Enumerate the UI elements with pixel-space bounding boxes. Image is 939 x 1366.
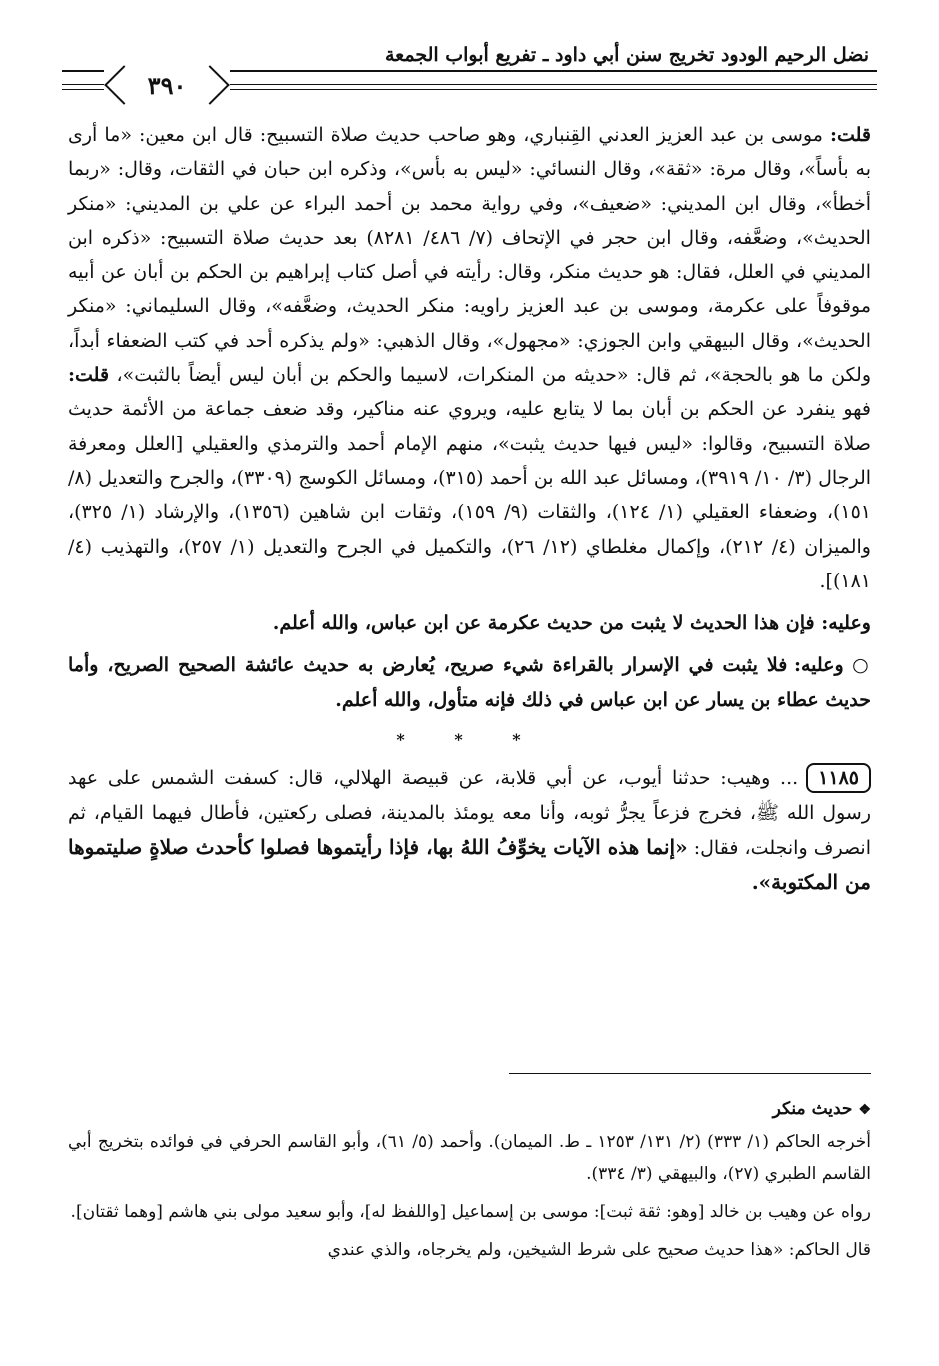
paragraph-conclusion-2 — [68, 648, 871, 717]
header-rule-right — [228, 84, 877, 85]
hadith-number: ١١٨٥ — [806, 763, 871, 793]
footnote-separator — [509, 1073, 871, 1074]
page-number: ٣٩٠ — [104, 66, 230, 104]
header-rule-left-2 — [62, 89, 106, 90]
paragraph-commentary — [68, 118, 871, 598]
conclusion-text: فإن هذا الحديث لا يثبت من حديث عكرمة عن ابن عباس، والله أعلم. — [272, 612, 822, 635]
conclusion-text-2a: فلا يثبت في الإسرار بالقراءة شيء صريح، يُعارض به حديث عائشة الصحيح الصريح، وأما حديث عطاء بن يسار عن ابن عباس في ذلك فإنه متأول، والله أعلم. — [68, 654, 871, 711]
running-title: نضل الرحيم الودود تخريج سنن أبي داود ـ تفريع أبواب الجمعة — [384, 44, 869, 66]
footnote-heading-text: حديث منكر — [772, 1099, 853, 1119]
commentary-text-1: موسى بن عبد العزيز العدني القِنباري، وهو صاحب حديث صلاة التسبيح: قال ابن معين: «ما أرى به بأساً»، وقال مرة: «ثقة»، وقال النسائي: «ليس به بأس»، وذكره ابن حبان في الثقات، وقال: «ربما أخطأ»، وقال ابن المديني: «ضعيف»، وفي رواية محمد بن أحمد البراء عن علي بن المديني: «منكر الحديث»، وضعَّفه، وقال ابن حجر في الإتحاف (٧/ ٤٨٦/ ٨٢٨١) بعد حديث صلاة التسبيح: «ذكره ابن المديني في العلل، فقال: هو حديث منكر، وقال: رأيته في أصل كتاب إبراهيم بن الحكم بن أبان عن أبيه موقوفاً على عكرمة، وموسى بن عبد العزيز راويه: منكر الحديث، وضعَّفه»، وقال السليماني: «منكر الحديث»، وقال البيهقي وابن الجوزي: «مجهول»، وقال الذهبي: «ولم يذكره أحد في كتب الضعفاء أبداً، ولكن ما هو بالحجة»، ثم قال: «حديثه من المنكرات، لاسيما والحكم بن أبان ليس أيضاً بالثبت»، — [68, 124, 871, 387]
label-qultu-2: قلت: — [68, 364, 110, 387]
section-divider-stars: * * * — [396, 730, 543, 750]
footnotes — [68, 1093, 871, 1266]
hadith-prophetic-words: «إنما هذه الآيات يخوِّفُ اللهُ بها، فإذا رأيتموها فصلوا كأحدث صلاةٍ صليتموها من المكتوبة». — [68, 834, 871, 895]
label-conclusion: وعليه: — [821, 612, 871, 635]
main-text — [68, 118, 871, 901]
footnote-takhrij: أخرجه الحاكم (١/ ٣٣٣) (٢/ ١٣١/ ١٢٥٣ ـ ط. الميمان). وأحمد (٥/ ٦١)، وأبو القاسم الحرفي في فوائده بتخريج أبي القاسم الطبري (٢٧)، والبيهقي (٣/ ٣٣٤). — [68, 1132, 872, 1184]
bullet-circle: ○ — [852, 654, 871, 677]
label-qultu: قلت: — [829, 124, 871, 146]
paragraph-conclusion — [68, 606, 871, 640]
footnote-narrators: رواه عن وهيب بن خالد [وهو: ثقة ثبت]: موسى بن إسماعيل [واللفظ له]، وأبو سعيد مولى بني هاشم [وهما ثقتان]. — [70, 1202, 871, 1222]
hadith-text: ... وهيب: حدثنا أيوب، عن أبي قلابة، عن قبيصة الهلالي، قال: كسفت الشمس على عهد رسول الله ﷺ، فخرج فزعاً يجرُّ ثوبه، وأنا معه يومئذ بالمدينة، فصلى ركعتين، فأطال فيهما القيام، ثم انصرف وانجلت، فقال: — [68, 767, 871, 859]
footnote-heading — [68, 1093, 871, 1126]
footnote-hakim: قال الحاكم: «هذا حديث صحيح على شرط الشيخين، ولم يخرجاه، والذي عندي — [327, 1240, 871, 1260]
commentary-text-2: فهو ينفرد عن الحكم بن أبان بما لا يتابع عليه، ويروي عنه مناكير، وقد ضعف جماعة من الأئمة حديث صلاة التسبيح، وقالوا: «ليس فيها حديث يثبت»، منهم الإمام أحمد والترمذي والعقيلي [العلل ومعرفة الرجال (٣/ ١٠/ ٣٩١٩)، ومسائل عبد الله بن أحمد (٣١٥)، ومسائل الكوسج (٣٣٠٩)، والجرح والتعديل (٨/ ١٥١)، وضعفاء العقيلي (١/ ١٢٤)، والثقات (٩/ ١٥٩)، وثقات ابن شاهين (١٣٥٦)، والإرشاد (١/ ٣٢٥)، والميزان (٤/ ٢١٢)، وإكمال مغلطاي (١٢/ ٢٦)، والتكميل في الجرح والتعديل (١/ ٢٥٧)، والتهذيب (٤/ ١٨١)]. — [68, 398, 872, 592]
book-icon: ❖ — [858, 1102, 871, 1118]
header-rule-right-2 — [228, 89, 877, 90]
hadith-paragraph — [68, 761, 871, 900]
header-rule-left — [62, 84, 106, 85]
label-conclusion-2: وعليه: — [793, 654, 844, 677]
